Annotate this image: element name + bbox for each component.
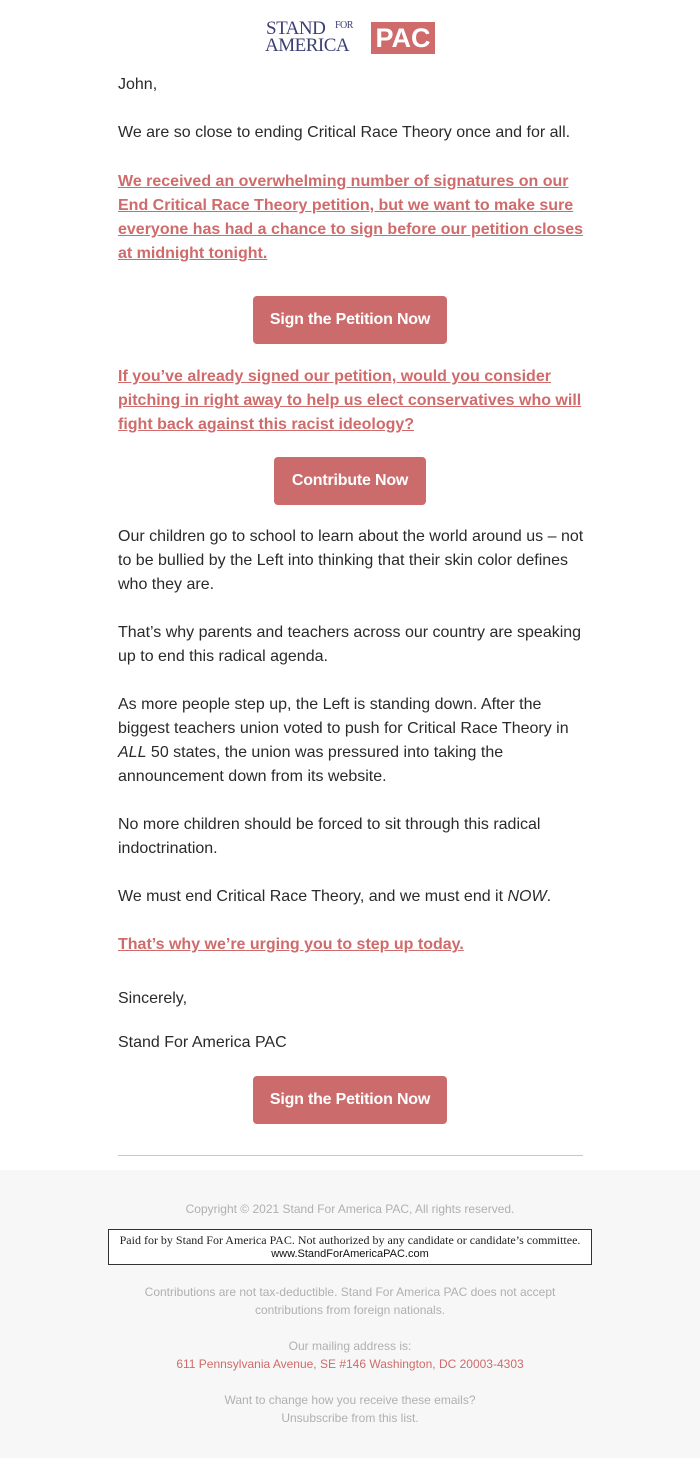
- copyright: Copyright © 2021 Stand For America PAC, All rights reserved.: [185, 1202, 515, 1216]
- intro-paragraph: We are so close to ending Critical Race Theory once and for all.: [118, 124, 571, 141]
- logo-word-for: FOR: [335, 20, 353, 31]
- teachers-union-paragraph: [118, 693, 588, 789]
- logo-pac-badge: PAC: [371, 22, 435, 54]
- mailing-label: Our mailing address is:: [288, 1339, 412, 1353]
- sign-petition-button-bottom[interactable]: Sign the Petition Now: [253, 1076, 447, 1124]
- contribute-now-button[interactable]: Contribute Now: [274, 457, 426, 505]
- paid-for-disclaimer: [108, 1229, 592, 1265]
- end-now-text-end: .: [546, 888, 552, 905]
- petition-signatures-link[interactable]: We received an overwhelming number of signatures on our End Critical Race Theory petition, but we want to make sure everyone has had a chance to sign before our petition closes at midnight tonight.: [118, 173, 584, 262]
- end-now-text-start: We must end Critical Race Theory, and we must end it: [118, 888, 508, 905]
- indoctrination-paragraph: No more children should be forced to sit through this radical indoctrination.: [118, 816, 541, 857]
- disclaimer-text: Paid for by Stand For America PAC. Not authorized by any candidate or candidate’s committee.: [119, 1233, 581, 1247]
- emphasis-now: NOW: [507, 888, 547, 905]
- signature: Stand For America PAC: [118, 1034, 287, 1051]
- sign-petition-button[interactable]: Sign the Petition Now: [253, 296, 447, 344]
- greeting: John,: [118, 76, 158, 93]
- logo-word-stand: STAND: [266, 18, 326, 39]
- signoff: Sincerely,: [118, 990, 188, 1007]
- logo-word-america: AMERICA: [265, 35, 350, 56]
- contributions-notice-line2: contributions from foreign nationals.: [254, 1303, 446, 1317]
- change-preferences-prompt: Want to change how you receive these emails?: [224, 1393, 476, 1407]
- stand-for-america-pac-logo[interactable]: [265, 19, 437, 55]
- teachers-union-text-end: 50 states, the union was pressured into taking the announcement down from its website.: [118, 744, 504, 785]
- website-url: www.StandForAmericaPAC.com: [271, 1248, 429, 1260]
- children-paragraph: Our children go to school to learn about the world around us – not to be bullied by the Left into thinking that their skin color defines who they are.: [118, 528, 584, 593]
- parents-teachers-paragraph: That’s why parents and teachers across our country are speaking up to end this radical agenda.: [118, 624, 582, 665]
- pitch-in-link[interactable]: If you’ve already signed our petition, would you consider pitching in right away to help us elect conservatives who will fight back against this racist ideology?: [118, 368, 582, 433]
- emphasis-all: ALL: [118, 744, 147, 761]
- contributions-notice-line1: Contributions are not tax-deductible. Stand For America PAC does not accept: [144, 1285, 556, 1299]
- mailing-address[interactable]: 611 Pennsylvania Avenue, SE #146 Washington, DC 20003-4303: [176, 1357, 524, 1371]
- divider: [118, 1155, 583, 1156]
- end-now-paragraph: [118, 885, 588, 909]
- unsubscribe-link[interactable]: Unsubscribe from this list.: [281, 1411, 419, 1425]
- step-up-today-link[interactable]: That’s why we’re urging you to step up today.: [118, 936, 464, 953]
- teachers-union-text-start: As more people step up, the Left is standing down. After the biggest teachers union voted to push for Critical Race Theory in: [118, 696, 569, 737]
